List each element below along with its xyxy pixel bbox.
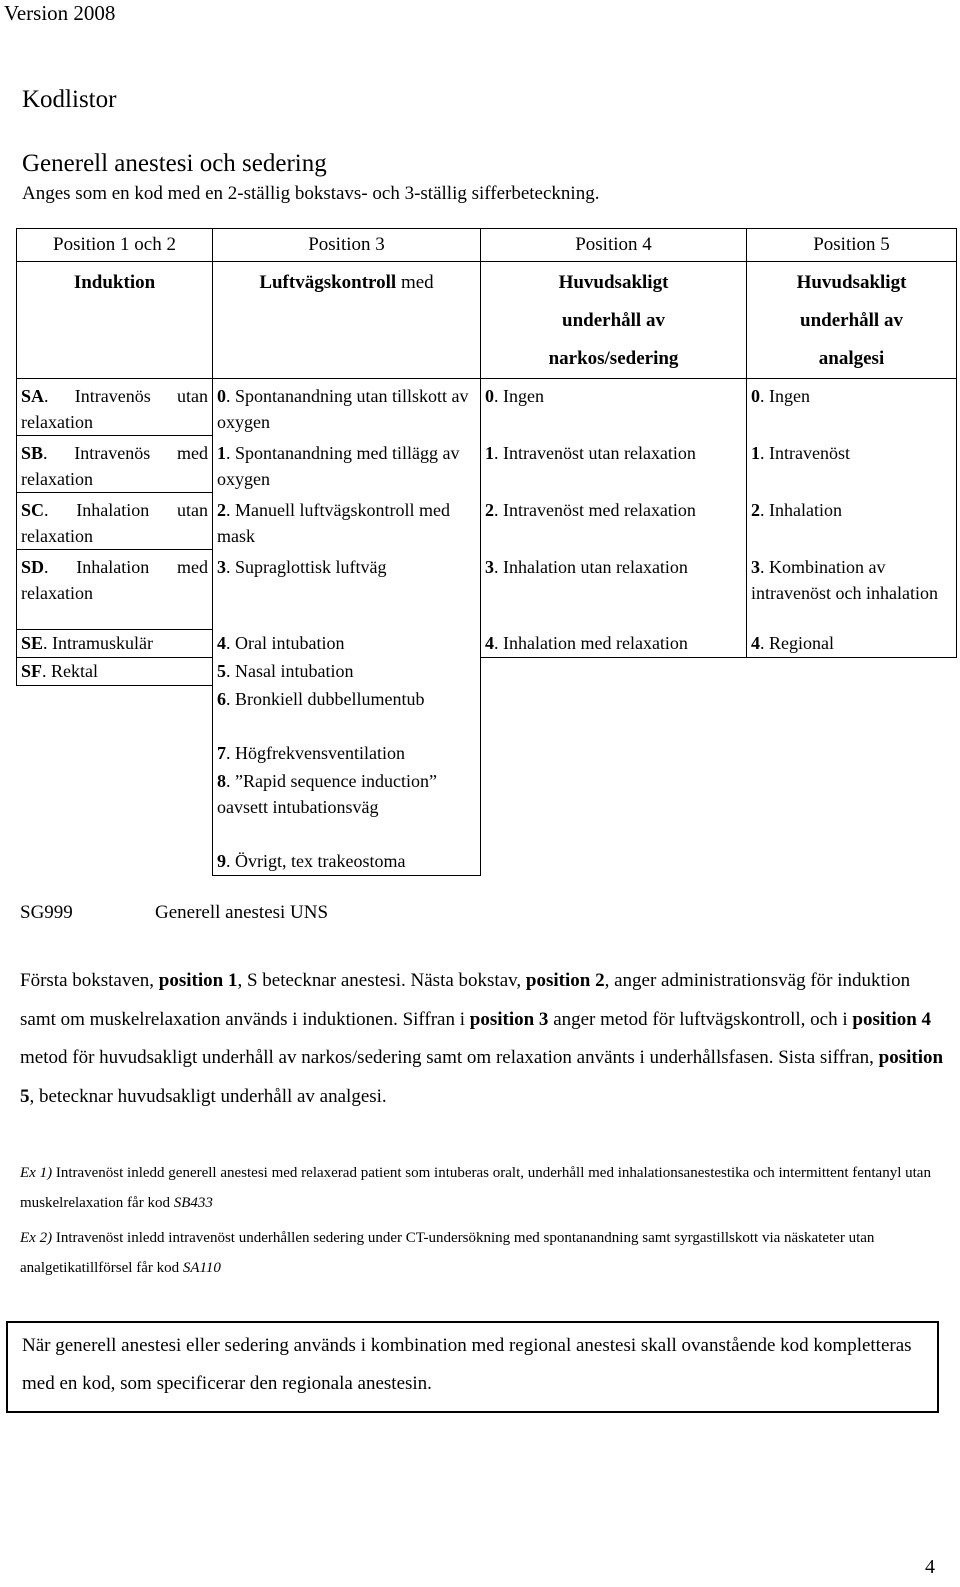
induction-code-se: SE. Intramuskulär xyxy=(17,630,213,658)
analgesia-code-3: 3. Kombination av intravenöst och inhalation xyxy=(747,550,957,630)
table-row xyxy=(17,379,957,436)
section-title: Generell anestesi och sedering xyxy=(22,150,327,177)
maintenance-code-2: 2. Intravenöst med relaxation xyxy=(481,493,747,550)
airway-code-3: 3. Supraglottisk luftväg xyxy=(213,550,481,630)
table-row xyxy=(17,848,957,876)
airway-code-0: 0. Spontanandning utan tillskott av oxygen xyxy=(213,379,481,436)
column-header-induktion: Induktion xyxy=(17,262,213,379)
table-row xyxy=(17,630,957,658)
table-row xyxy=(17,740,957,768)
induction-code-sc: SC. Inhalation utan relaxation xyxy=(17,493,213,550)
induction-code-sf: SF. Rektal xyxy=(17,658,213,686)
induction-code-sb: SB. Intravenös med relaxation xyxy=(17,436,213,493)
airway-code-5: 5. Nasal intubation xyxy=(213,658,481,686)
airway-code-9: 9. Övrigt, tex trakeostoma xyxy=(213,848,481,876)
induction-code-sa: SA. Intravenös utan relaxation xyxy=(17,379,213,436)
column-header-narkos: Huvudsakligt underhåll av narkos/sedering xyxy=(481,262,747,379)
sg-description: Generell anestesi UNS xyxy=(155,902,329,923)
table-row xyxy=(17,686,957,740)
analgesia-code-2: 2. Inhalation xyxy=(747,493,957,550)
page-title: Kodlistor xyxy=(22,86,117,113)
note-box: När generell anestesi eller sedering används i kombination med regional anestesi skall ovanstående kod kompletteras med en kod, som specificerar den regionala anestesin. xyxy=(6,1321,939,1413)
column-header-analgesi: Huvudsakligt underhåll av analgesi xyxy=(747,262,957,379)
code-table xyxy=(16,228,957,876)
airway-code-1: 1. Spontanandning med tillägg av oxygen xyxy=(213,436,481,493)
analgesia-code-4: 4. Regional xyxy=(747,630,957,658)
table-row xyxy=(17,493,957,550)
position-row xyxy=(17,229,957,262)
page-number: 4 xyxy=(925,1556,935,1578)
airway-code-8: 8. ”Rapid sequence induction” oavsett intubationsväg xyxy=(213,768,481,848)
position-header-2: Position 3 xyxy=(213,229,481,262)
table-row xyxy=(17,550,957,630)
airway-code-2: 2. Manuell luftvägskontroll med mask xyxy=(213,493,481,550)
column-header-luftvag: Luftvägskontroll med xyxy=(213,262,481,379)
table-row xyxy=(17,436,957,493)
airway-code-4: 4. Oral intubation xyxy=(213,630,481,658)
maintenance-code-1: 1. Intravenöst utan relaxation xyxy=(481,436,747,493)
example-2: Ex 2) Intravenöst inledd intravenöst underhållen sedering under CT-undersökning med spontanandning samt syrgastillskott via näskateter utan analgetikatillförsel får kod SA110 xyxy=(20,1230,875,1276)
airway-code-6: 6. Bronkiell dubbellumentub xyxy=(213,686,481,740)
analgesia-code-1: 1. Intravenöst xyxy=(747,436,957,493)
explanation-paragraph: Första bokstaven, position 1, S betecknar anestesi. Nästa bokstav, position 2, anger administrationsväg för induktion samt om muskelrelaxation används i induktionen. Siffran i position 3 anger metod för luftvägskontroll, och i position 4 metod för huvudsakligt underhåll av narkos/sedering samt om relaxation använts i underhållsfasen. Sista siffran, position 5, betecknar huvudsakligt underhåll av analgesi. xyxy=(20,970,944,1107)
induction-code-sd: SD. Inhalation med relaxation xyxy=(17,550,213,630)
analgesia-code-0: 0. Ingen xyxy=(747,379,957,436)
example-1: Ex 1) Intravenöst inledd generell anestesi med relaxerad patient som intuberas oralt, underhåll med inhalationsanestestika och intermittent fentanyl utan muskelrelaxation får kod SB433 xyxy=(20,1165,931,1211)
position-header-4: Position 5 xyxy=(747,229,957,262)
section-intro: Anges som en kod med en 2-ställig bokstavs- och 3-ställig sifferbeteckning. xyxy=(22,183,600,204)
table-row xyxy=(17,658,957,686)
column-header-row xyxy=(17,262,957,379)
version-label: Version 2008 xyxy=(4,1,116,25)
sg-code: SG999 xyxy=(20,902,73,923)
maintenance-code-4: 4. Inhalation med relaxation xyxy=(481,630,747,658)
airway-code-7: 7. Högfrekvensventilation xyxy=(213,740,481,768)
position-header-1: Position 1 och 2 xyxy=(17,229,213,262)
table-row xyxy=(17,768,957,848)
position-header-3: Position 4 xyxy=(481,229,747,262)
maintenance-code-3: 3. Inhalation utan relaxation xyxy=(481,550,747,630)
maintenance-code-0: 0. Ingen xyxy=(481,379,747,436)
